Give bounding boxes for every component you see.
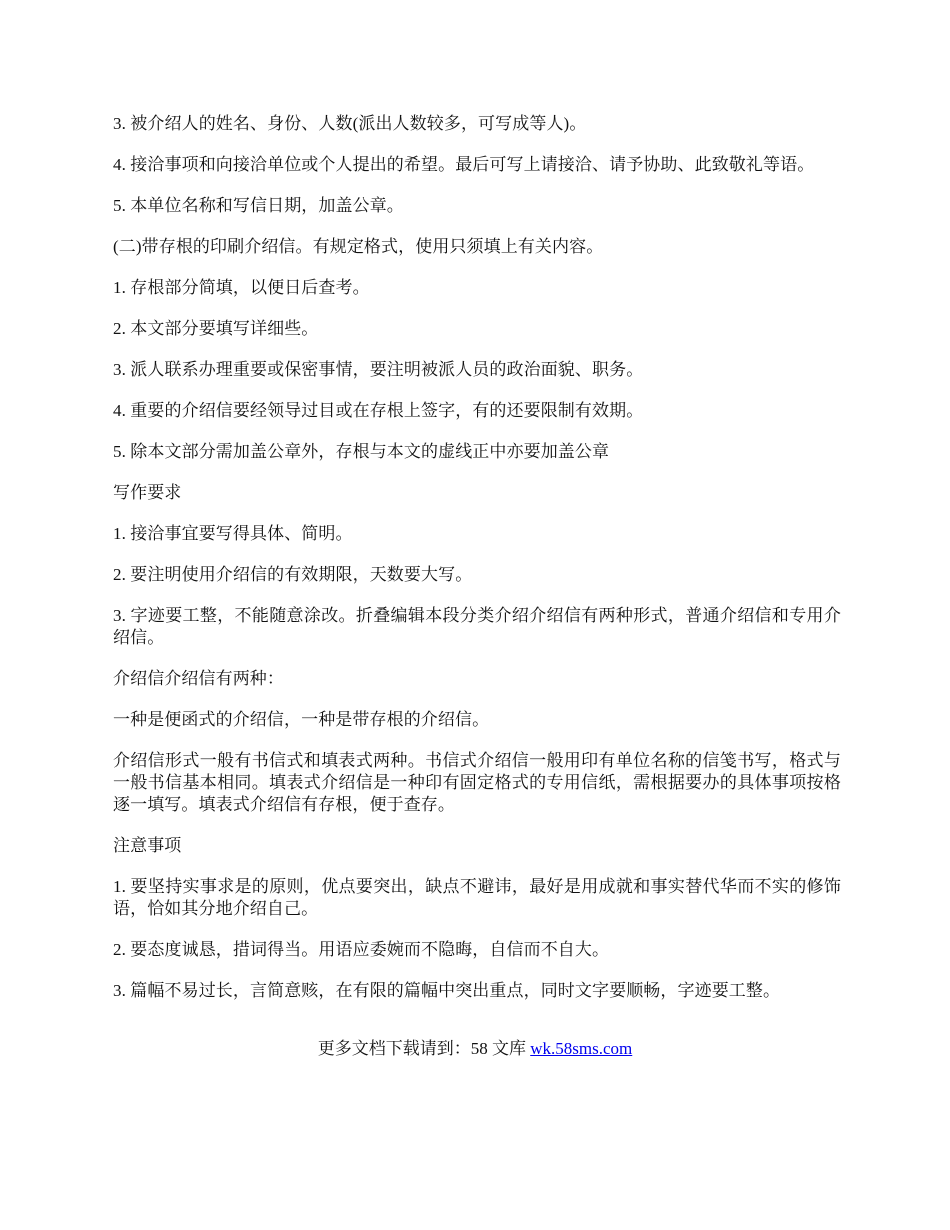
- section-heading: (二)带存根的印刷介绍信。有规定格式，使用只须填上有关内容。: [113, 237, 604, 256]
- paragraph: 1. 要坚持实事求是的原则，优点要突出，缺点不避讳，最好是用成就和事实替代华而不实的修饰语，恰如其分地介绍自己。: [113, 877, 841, 918]
- paragraph: 2. 本文部分要填写详细些。: [113, 319, 319, 338]
- paragraph: 4. 接洽事项和向接洽单位或个人提出的希望。最后可写上请接洽、请予协助、此致敬礼等语。: [113, 155, 815, 174]
- paragraph: 3. 被介绍人的姓名、身份、人数(派出人数较多，可写成等人)。: [113, 114, 587, 133]
- paragraph: 一种是便函式的介绍信，一种是带存根的介绍信。: [113, 710, 490, 729]
- section-heading: 写作要求: [113, 483, 182, 502]
- section-heading: 注意事项: [113, 836, 182, 855]
- paragraph: 5. 除本文部分需加盖公章外，存根与本文的虚线正中亦要加盖公章: [113, 442, 610, 461]
- document-body: [113, 113, 841, 1021]
- footer-text: 更多文档下载请到：58 文库: [317, 1039, 531, 1058]
- paragraph: 3. 篇幅不易过长，言简意赅，在有限的篇幅中突出重点，同时文字要顺畅，字迹要工整。: [113, 981, 781, 1000]
- footer: [0, 1038, 950, 1060]
- paragraph: 2. 要注明使用介绍信的有效期限，天数要大写。: [113, 565, 473, 584]
- paragraph: 介绍信形式一般有书信式和填表式两种。书信式介绍信一般用印有单位名称的信笺书写，格式与一般书信基本相同。填表式介绍信是一种印有固定格式的专用信纸，需根据要办的具体事项按格逐一填写。填表式介绍信有存根，便于查存。: [113, 751, 841, 814]
- paragraph: 5. 本单位名称和写信日期，加盖公章。: [113, 196, 404, 215]
- paragraph: 3. 派人联系办理重要或保密事情，要注明被派人员的政治面貌、职务。: [113, 360, 644, 379]
- section-heading: 介绍信介绍信有两种：: [113, 669, 284, 688]
- paragraph: 3. 字迹要工整，不能随意涂改。折叠编辑本段分类介绍介绍信有两种形式，普通介绍信和专用介绍信。: [113, 606, 841, 647]
- paragraph: 4. 重要的介绍信要经领导过目或在存根上签字，有的还要限制有效期。: [113, 401, 644, 420]
- paragraph: 1. 存根部分简填，以便日后查考。: [113, 278, 370, 297]
- footer-link[interactable]: wk.58sms.com: [530, 1039, 633, 1058]
- paragraph: 1. 接洽事宜要写得具体、简明。: [113, 524, 353, 543]
- paragraph: 2. 要态度诚恳，措词得当。用语应委婉而不隐晦，自信而不自大。: [113, 940, 610, 959]
